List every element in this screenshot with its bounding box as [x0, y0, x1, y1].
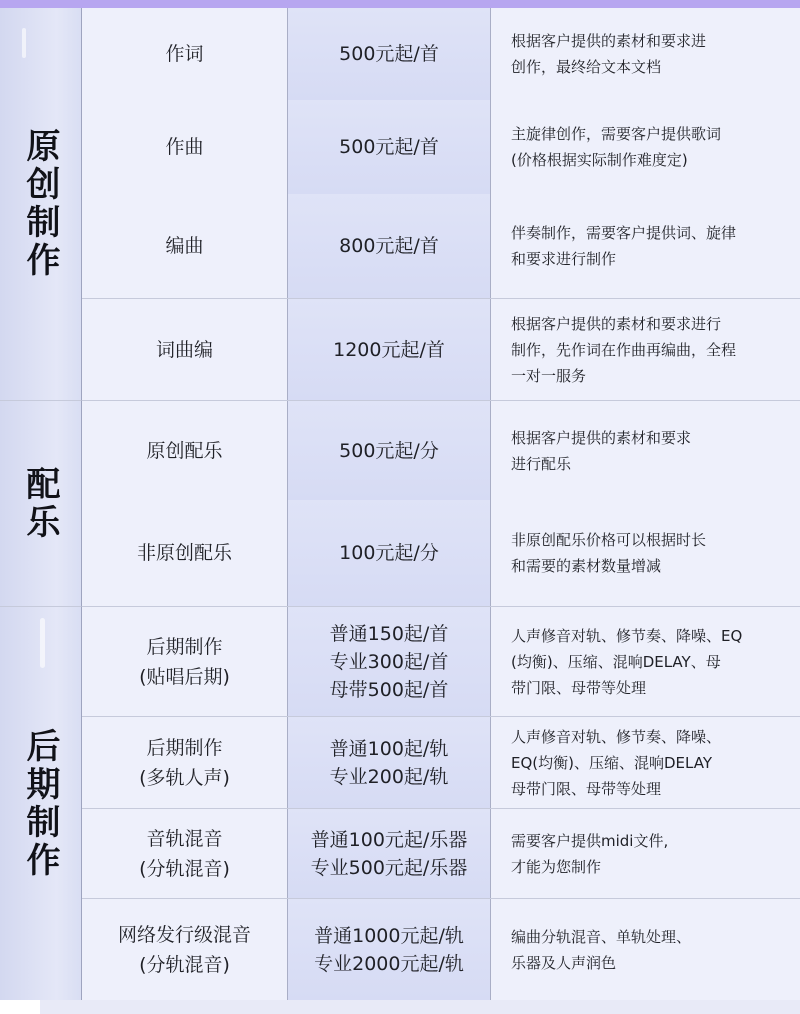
- service-price: 普通100元起/乐器 专业500元起/乐器: [288, 809, 491, 898]
- price-table: [0, 8, 800, 1000]
- table-row: [82, 898, 800, 1000]
- table-row: [82, 500, 800, 606]
- table-row: [82, 808, 800, 898]
- bottom-edge: [0, 1000, 800, 1014]
- category-score: [0, 400, 82, 606]
- table-row: [82, 298, 800, 400]
- service-price: 100元起/分: [288, 500, 491, 606]
- decorative-highlight: [22, 28, 26, 58]
- service-name: 后期制作 (多轨人声): [82, 717, 288, 808]
- service-name: 作词: [82, 8, 288, 100]
- category-post-label: 后期制作: [20, 727, 60, 880]
- service-price: 500元起/分: [288, 401, 491, 500]
- service-description: 根据客户提供的素材和要求进 创作，最终给文本文档: [491, 8, 800, 100]
- service-description: 伴奏制作，需要客户提供词、旋律 和要求进行制作: [491, 194, 800, 298]
- table-row: [82, 716, 800, 808]
- service-price: 普通1000元起/轨 专业2000元起/轨: [288, 899, 491, 1000]
- service-price: 普通150起/首 专业300起/首 母带500起/首: [288, 607, 491, 716]
- service-price: 1200元起/首: [288, 299, 491, 400]
- service-description: 需要客户提供midi文件, 才能为您制作: [491, 809, 800, 898]
- service-name: 词曲编: [82, 299, 288, 400]
- category-original: [0, 8, 82, 400]
- service-name: 编曲: [82, 194, 288, 298]
- table-row: [82, 100, 800, 194]
- service-price: 500元起/首: [288, 100, 491, 194]
- service-price: 普通100起/轨 专业200起/轨: [288, 717, 491, 808]
- service-name: 非原创配乐: [82, 500, 288, 606]
- decorative-highlight: [40, 618, 45, 668]
- service-description: 非原创配乐价格可以根据时长 和需要的素材数量增减: [491, 500, 800, 606]
- service-description: 根据客户提供的素材和要求进行 制作，先作词在作曲再编曲，全程 一对一服务: [491, 299, 800, 400]
- service-price: 500元起/首: [288, 8, 491, 100]
- category-score-label: 配乐: [20, 465, 60, 542]
- table-row: [82, 606, 800, 716]
- table-row: [82, 8, 800, 100]
- service-name: 音轨混音 (分轨混音): [82, 809, 288, 898]
- category-original-label: 原创制作: [20, 128, 60, 280]
- service-name: 作曲: [82, 100, 288, 194]
- service-description: 编曲分轨混音、单轨处理、 乐器及人声润色: [491, 899, 800, 1000]
- service-description: 人声修音对轨、修节奏、降噪、EQ (均衡)、压缩、混响DELAY、母 带门限、母带等处理: [491, 607, 800, 716]
- service-description: 主旋律创作，需要客户提供歌词 (价格根据实际制作难度定): [491, 100, 800, 194]
- table-row: [82, 194, 800, 298]
- service-description: 人声修音对轨、修节奏、降噪、 EQ(均衡)、压缩、混响DELAY 母带门限、母带等处理: [491, 717, 800, 808]
- table-row: [82, 400, 800, 500]
- service-description: 根据客户提供的素材和要求 进行配乐: [491, 401, 800, 500]
- bottom-edge-fill: [40, 1000, 800, 1014]
- service-price: 800元起/首: [288, 194, 491, 298]
- service-name: 网络发行级混音 (分轨混音): [82, 899, 288, 1000]
- service-name: 后期制作 (贴唱后期): [82, 607, 288, 716]
- service-name: 原创配乐: [82, 401, 288, 500]
- top-accent-bar: [0, 0, 800, 8]
